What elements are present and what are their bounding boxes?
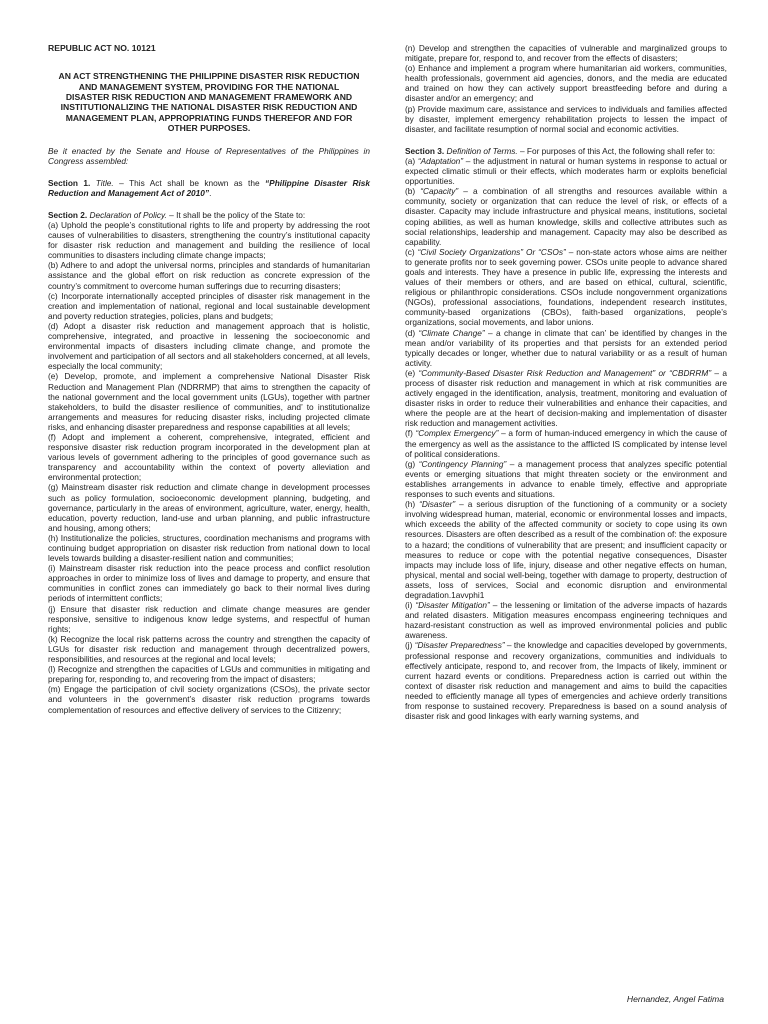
act-title: AN ACT STRENGTHENING THE PHILIPPINE DISASTER RISK REDUCTION AND MANAGEMENT SYSTEM, PROVIDING FOR THE NATIONAL DISASTER RISK REDUCTION AND MANAGEMENT FRAMEWORK AND INSTITUTIONALIZING THE NATIONAL DISASTER RISK REDUCTION AND MANAGEMENT PLAN, APPROPRIATING FUNDS THEREFOR AND FOR OTHER PURPOSES. [58,71,360,134]
section-2-intro-text: – It shall be the policy of the State to: [166,209,306,220]
definition-item [405,156,727,186]
policy-item: (e) Develop, promote, and implement a comprehensive National Disaster Risk Reduction and Management Plan (NDRRMP) that aims to strengthen the capacity of the national government and the local government units (LGUs), together with partner stakeholders, to build the disaster resilience of communities, and’ to institutionalize arrangements and measures for reducing disaster risks, including projected climate risks, and enhancing disaster preparedness and response capabilities at all levels; [48,371,370,432]
definition-text: – a process of disaster risk reduction and management in which at risk communities are actively engaged in the identification, analysis, treatment, monitoring and evaluation of disaster risks in order to reduce their vulnerabilities and enhance their capacities, and where the people are at the heart of decision-making and implementation of disaster risk reduction and management activities. [405,367,727,429]
policy-item: (i) Mainstream disaster risk reduction into the peace process and conflict resolution approaches in order to minimize loss of lives and damage to property, and ensure that communities in conflict zones can immediately go back to their normal lives during periods of intermittent conflicts; [48,563,370,604]
definition-term: “Capacity” [420,186,459,197]
policy-item: (a) Uphold the people’s constitutional rights to life and property by addressing the root causes of vulnerabilities to disasters, strengthening the country’s institutional capacity for disaster risk reduction and management and building the resilience of local communities to disasters including climate change impacts; [48,220,370,261]
definition-term: “Disaster Preparedness” [414,640,505,651]
policy-item: (p) Provide maximum care, assistance and services to individuals and families affected by disaster, implement emergency rehabilitation projects to lessen the impact of disaster, and facilitate resumption of normal social and economic activities. [405,103,727,134]
definition-prefix: (d) [405,327,419,338]
left-column [48,43,370,715]
definition-prefix: (e) [405,367,419,378]
policy-item: (h) Institutionalize the policies, structures, coordination mechanisms and programs with continuing budget appropriation on disaster risk reduction from national down to local levels towards building a disaster-resilient nation and communities; [48,532,370,564]
definition-item [405,428,727,458]
definition-prefix: (f) [405,428,416,439]
section-3-intro-text: – For purposes of this Act, the following shall refer to: [517,145,716,156]
definitions-list [405,156,727,721]
section-2-heading: Declaration of Policy. [89,209,167,220]
policy-item: (g) Mainstream disaster risk reduction and climate change in development processes such as policy formulation, socioeconomic development planning, budgeting, and governance, particularly in the areas of environment, agriculture, water, energy, health, education, poverty reduction, land-use and urban planning, and public infrastructure and housing, among others; [48,482,370,533]
act-number: REPUBLIC ACT NO. 10121 [48,43,156,53]
definition-prefix: (j) [405,640,415,651]
policy-item: (j) Ensure that disaster risk reduction and climate change measures are gender responsive, sensitive to indigenous know ledge systems, and respectful of human rights; [48,603,370,634]
policy-item: (l) Recognize and strengthen the capacities of LGUs and communities in mitigating and preparing for, responding to, and recovering from the impact of disasters; [48,664,370,685]
policy-list-left [48,220,370,715]
section-1-text: – This Act shall be known as the [113,177,266,188]
definition-item [405,600,727,640]
definition-prefix: (h) [405,499,420,510]
policy-item: (f) Adopt and implement a coherent, comprehensive, integrated, efficient and responsive disaster risk reduction program incorporated in the development plan at various levels of government adhering to the principles of good governance such as transparency and accountability within the context of poverty alleviation and environmental protection; [48,431,370,483]
definition-text: – a form of human-induced emergency in which the cause of the emergency as well as the assistance to the afflicted IS complicated by intense level of political considerations. [405,428,727,459]
policy-item: (c) Incorporate internationally accepted principles of disaster risk management in the creation and implementation of national, regional and local sustainable development and poverty reduction strategies, policies, plans and budgets; [48,290,370,321]
definition-term: “Disaster Mitigation” [415,600,490,611]
section-1 [48,178,370,198]
section-3-label: Section 3. [405,145,445,156]
definition-term: “Adaptation” [417,155,464,166]
enacting-clause: Be it enacted by the Senate and House of Representatives of the Philippines in Congress assembled: [48,145,370,166]
section-3-heading: Definition of Terms. [446,145,518,156]
section-1-end: . [209,187,212,198]
section-1-label: Section 1. [48,177,91,188]
policy-item: (n) Develop and strengthen the capacities of vulnerable and marginalized groups to mitigate, prepare for, respond to, and recover from the effects of disasters; [405,43,727,64]
definition-term: “Community-Based Disaster Risk Reduction and Management” or “CBDRRM” [418,367,712,378]
definition-prefix: (g) [405,458,419,469]
policy-item: (b) Adhere to and adopt the universal norms, principles and standards of humanitarian assistance and the global effort on risk reduction as concrete expression of the country’s commitment to overcome human sufferings due to recurring disasters; [48,260,370,291]
policy-item: (m) Engage the participation of civil society organizations (CSOs), the private sector and volunteers in the government’s disaster risk reduction programs towards complementation of resources and effective delivery of services to the Citizenry; [48,684,370,715]
definition-text: – a management process that analyzes specific potential events or emerging situations that might threaten society or the environment and establishes arrangements in advance to enable timely, effective and appropriate responses to such events and situations. [405,458,727,500]
definition-text: – the lessening or limitation of the adverse impacts of hazards and related disasters. Mitigation measures encompass engineering techniques and hazard-resistant construction as well as improved environmental policies and public awareness. [405,600,727,641]
definition-prefix: (c) [405,246,418,257]
definition-term: “Complex Emergency” [415,428,499,439]
page-footer-author: Hernandez, Angel Fatima [626,994,724,1004]
definition-text: – the knowledge and capacities developed by governments, professional response and recovery organizations, communities and individuals to effectively anticipate, respond to, and recover from, the Impacts of likely, imminent or current hazard events or conditions. Preparedness action is carried out within the context of disaster risk reduction and management and aims to build the capacities needed to efficiently manage all types of emergencies and achieve orderly transitions from response to sustained recovery. Preparedness is based on a sound analysis of disaster risk and good linkages with early warning systems, and [405,640,727,722]
policy-item: (d) Adopt a disaster risk reduction and management approach that is holistic, comprehensive, integrated, and proactive in lessening the socioeconomic and environmental impacts of disasters including climate change, and promote the involvement and participation of all sectors and all stakeholders concerned, at all levels, especially the local community; [48,320,370,372]
definition-item [405,368,727,429]
definition-text: – non-state actors whose aims are neither to generate profits nor to seek governing power. CSOs unite people to advance shared goals and interests. They have a presence in public life, expressing the interests and values of their members or others, and are based on ethical, cultural, scientific, religious or philanthropic considerations. CSOs include nongovernment organizations (NGOs), professional associations, foundations, independent research institutes, community-based organizations (CBOs), faith-based organizations, people’s organizations, social movements, and labor unions. [405,246,727,328]
definition-item [405,459,727,499]
definition-text: – a combination of all strengths and resources available within a community, society or organization that can reduce the level of risk, or effects of a disaster. Capacity may include infrastructure and physical means, institutions, societal coping abilities, as well as human knowledge, skills and collective attributes such as social relationships, leadership and management. Capacity may also be described as capability. [405,186,727,247]
definition-term: “Contingency Planning” [418,458,507,469]
definition-item [405,499,727,600]
definition-prefix: (b) [405,186,421,197]
definition-text: – a change in climate that can’ be identified by changes in the mean and/or variability of its properties and that persists for an extended period typically decades or longer, whether due to natural variability or as a result of human activity. [405,327,727,368]
definition-prefix: (a) [405,155,418,166]
definition-prefix: (i) [405,600,416,611]
section-2-label: Section 2. [48,209,88,220]
definition-term: “Disaster” [419,499,456,510]
right-column [405,43,727,721]
definition-term: “Civil Society Organizations” Or “CSOs” [417,246,566,257]
definition-item [405,640,727,721]
definition-item [405,328,727,368]
definition-term: “Climate Change” [418,327,485,338]
definition-item [405,247,727,328]
definition-text: – a serious disruption of the functioning of a community or a society involving widespread human, material, economic or environmental losses and impacts, which exceeds the ability of the affected community or society to cope using its own resources. Disasters are often described as a result of the combination of: the exposure to a hazard; the conditions of vulnerability that are present; and insufficient capacity or measures to reduce or cope with the potential negative consequences, Disaster impacts may include loss of life, injury, disease and other negative effects on human, physical, mental and social well-being, together with damage to property, destruction of assets, loss of services, Social and economic disruption and environmental degradation.1avvphi1 [405,499,727,600]
policy-item: (o) Enhance and implement a program where humanitarian aid workers, communities, health professionals, government aid agencies, donors, and the media are educated and trained on how they can actively support breastfeeding before and during a disaster and/or an emergency; and [405,63,727,104]
section-3-intro [405,146,727,156]
short-title: “Philippine Disaster Risk Reduction and Management Act of 2010” [48,177,370,198]
policy-item: (k) Recognize the local risk patterns across the country and strengthen the capacity of LGUs for disaster risk reduction and management through decentralized powers, responsibilities, and resources at the regional and local levels; [48,633,370,665]
policy-list-right [405,43,727,134]
section-1-heading: Title. [95,177,114,188]
definition-item [405,186,727,247]
definition-text: – the adjustment in natural or human systems in response to actual or expected climatic stimuli or their effects, which moderates harm or exploits beneficial opportunities. [405,155,727,187]
section-2-intro [48,210,370,220]
